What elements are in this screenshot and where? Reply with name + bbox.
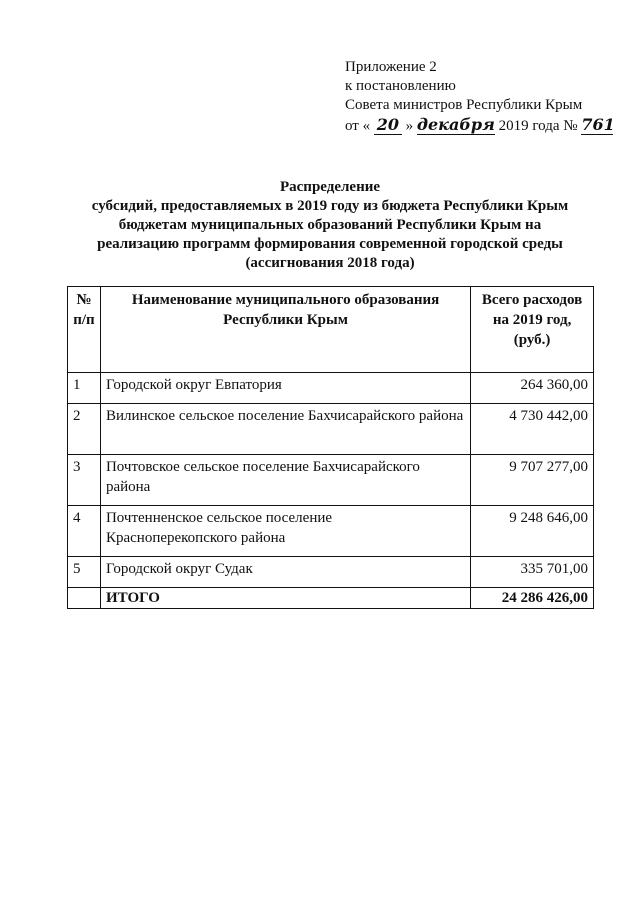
header-name: Наименование муниципального образования Республики Крым bbox=[100, 287, 470, 373]
date-prefix: от « bbox=[345, 118, 371, 134]
title-line-1: субсидий, предоставляемых в 2019 году из бюджета Республики Крым bbox=[91, 198, 569, 214]
row-sum: 264 360,00 bbox=[471, 373, 594, 404]
row-sum: 9 707 277,00 bbox=[471, 455, 594, 506]
row-sum: 335 701,00 bbox=[471, 557, 594, 588]
row-sum: 4 730 442,00 bbox=[471, 404, 594, 455]
appendix-line-3: Совета министров Республики Крым bbox=[345, 97, 583, 113]
handwritten-day: 20 bbox=[374, 115, 402, 135]
handwritten-doc-number: 761 bbox=[581, 115, 615, 134]
appendix-line-2: к постановлению bbox=[345, 78, 456, 94]
appendix-date-line bbox=[345, 115, 613, 136]
row-name: Вилинское сельское поселение Бахчисарайского района bbox=[100, 404, 470, 455]
date-suffix: 2019 года № bbox=[498, 118, 578, 134]
table-row bbox=[68, 557, 594, 588]
row-name: Городской округ Судак bbox=[100, 557, 470, 588]
title-heading: Распределение bbox=[279, 179, 381, 195]
appendix-line-1: Приложение 2 bbox=[345, 59, 437, 75]
row-num: 2 bbox=[68, 404, 101, 455]
row-name: Почтовское сельское поселение Бахчисарайского района bbox=[100, 455, 470, 506]
total-row bbox=[68, 588, 594, 609]
row-num: 5 bbox=[68, 557, 101, 588]
header-num: № п/п bbox=[68, 287, 101, 373]
total-label: ИТОГО bbox=[100, 588, 470, 609]
total-num bbox=[68, 588, 101, 609]
row-num: 4 bbox=[68, 506, 101, 557]
title-line-3: реализацию программ формирования современной городской среды bbox=[97, 236, 563, 252]
appendix-header bbox=[345, 58, 613, 136]
row-name: Городской округ Евпатория bbox=[100, 373, 470, 404]
row-num: 1 bbox=[68, 373, 101, 404]
total-sum: 24 286 426,00 bbox=[471, 588, 594, 609]
row-num: 3 bbox=[68, 455, 101, 506]
date-mid: » bbox=[405, 118, 414, 134]
title-line-4: (ассигнования 2018 года) bbox=[245, 255, 415, 271]
table-row bbox=[68, 404, 594, 455]
table-row bbox=[68, 455, 594, 506]
distribution-table bbox=[67, 286, 594, 609]
table-row bbox=[68, 373, 594, 404]
table-row bbox=[68, 506, 594, 557]
handwritten-month: декабря bbox=[416, 115, 495, 134]
header-sum: Всего расходов на 2019 год, (руб.) bbox=[471, 287, 594, 373]
row-name: Почтенненское сельское поселение Красноперекопского района bbox=[100, 506, 470, 557]
row-sum: 9 248 646,00 bbox=[471, 506, 594, 557]
title-line-2: бюджетам муниципальных образований Республики Крым на bbox=[118, 217, 542, 233]
document-title bbox=[40, 178, 620, 273]
table-header-row bbox=[68, 287, 594, 373]
